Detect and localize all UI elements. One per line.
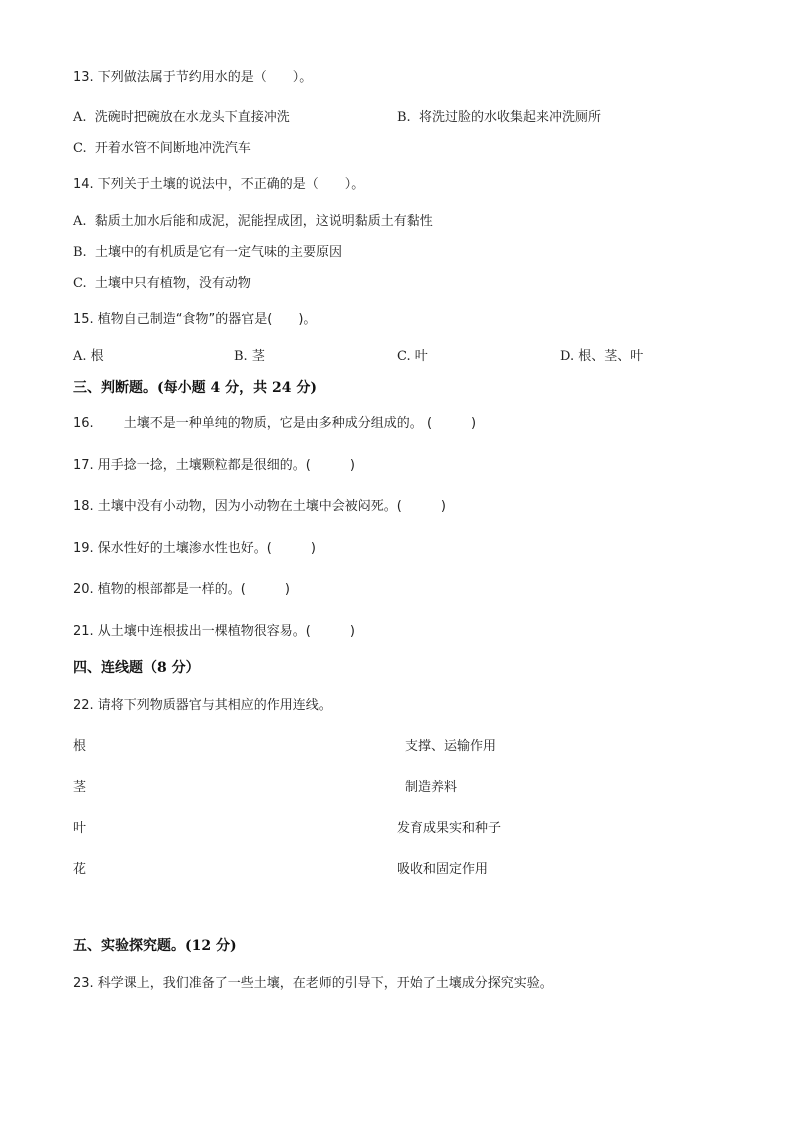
question-15-stem: 15. 植物自己制造“食物”的器官是( )。	[73, 312, 317, 327]
question-16: 16. 土壤不是一种单纯的物质，它是由多种成分组成的。 ( )	[73, 416, 477, 431]
question-19: 19. 保水性好的土壤渗水性也好。( )	[73, 541, 316, 556]
q15-option-c: C. 叶	[397, 349, 428, 364]
question-23: 23. 科学课上，我们准备了一些土壤，在老师的引导下，开始了土壤成分探究实验。	[73, 976, 553, 991]
match-right-fruit: 发育成果实和种子	[397, 821, 502, 836]
q14-option-c: C. 土壤中只有植物，没有动物	[73, 276, 251, 291]
match-left-stem: 茎	[73, 780, 87, 795]
section-5-title: 五、实验探究题。(12 分)	[73, 938, 237, 954]
q14-option-b: B. 土壤中的有机质是它有一定气味的主要原因	[73, 245, 342, 260]
q15-option-d: D. 根、茎、叶	[560, 349, 644, 364]
question-17: 17. 用手捻一捻，土壤颗粒都是很细的。( )	[73, 458, 355, 473]
q13-option-a: A. 洗碗时把碗放在水龙头下直接冲洗	[73, 110, 290, 125]
section-3-title: 三、判断题。(每小题 4 分，共 24 分)	[73, 380, 317, 396]
match-left-root: 根	[73, 739, 87, 754]
q14-option-a: A. 黏质土加水后能和成泥，泥能捏成团，这说明黏质土有黏性	[73, 214, 433, 229]
match-left-leaf: 叶	[73, 821, 87, 836]
section-4-title: 四、连线题（8 分）	[73, 660, 200, 676]
match-right-absorb: 吸收和固定作用	[397, 862, 489, 877]
question-20: 20. 植物的根部都是一样的。( )	[73, 582, 290, 597]
q15-option-a: A. 根	[73, 349, 104, 364]
match-right-nutrients: 制造养料	[405, 780, 458, 795]
q15-option-b: B. 茎	[234, 349, 265, 364]
match-right-support: 支撑、运输作用	[405, 739, 497, 754]
q13-option-b: B. 将洗过脸的水收集起来冲洗厕所	[397, 110, 601, 125]
question-21: 21. 从土壤中连根拔出一棵植物很容易。( )	[73, 624, 355, 639]
question-14-stem: 14. 下列关于土壤的说法中，不正确的是（ ）。	[73, 177, 365, 192]
match-left-flower: 花	[73, 862, 87, 877]
question-13-stem: 13. 下列做法属于节约用水的是（ ）。	[73, 70, 313, 85]
q13-option-c: C. 开着水管不间断地冲洗汽车	[73, 141, 251, 156]
question-18: 18. 土壤中没有小动物，因为小动物在土壤中会被闷死。( )	[73, 499, 446, 514]
question-22: 22. 请将下列物质器官与其相应的作用连线。	[73, 698, 332, 713]
